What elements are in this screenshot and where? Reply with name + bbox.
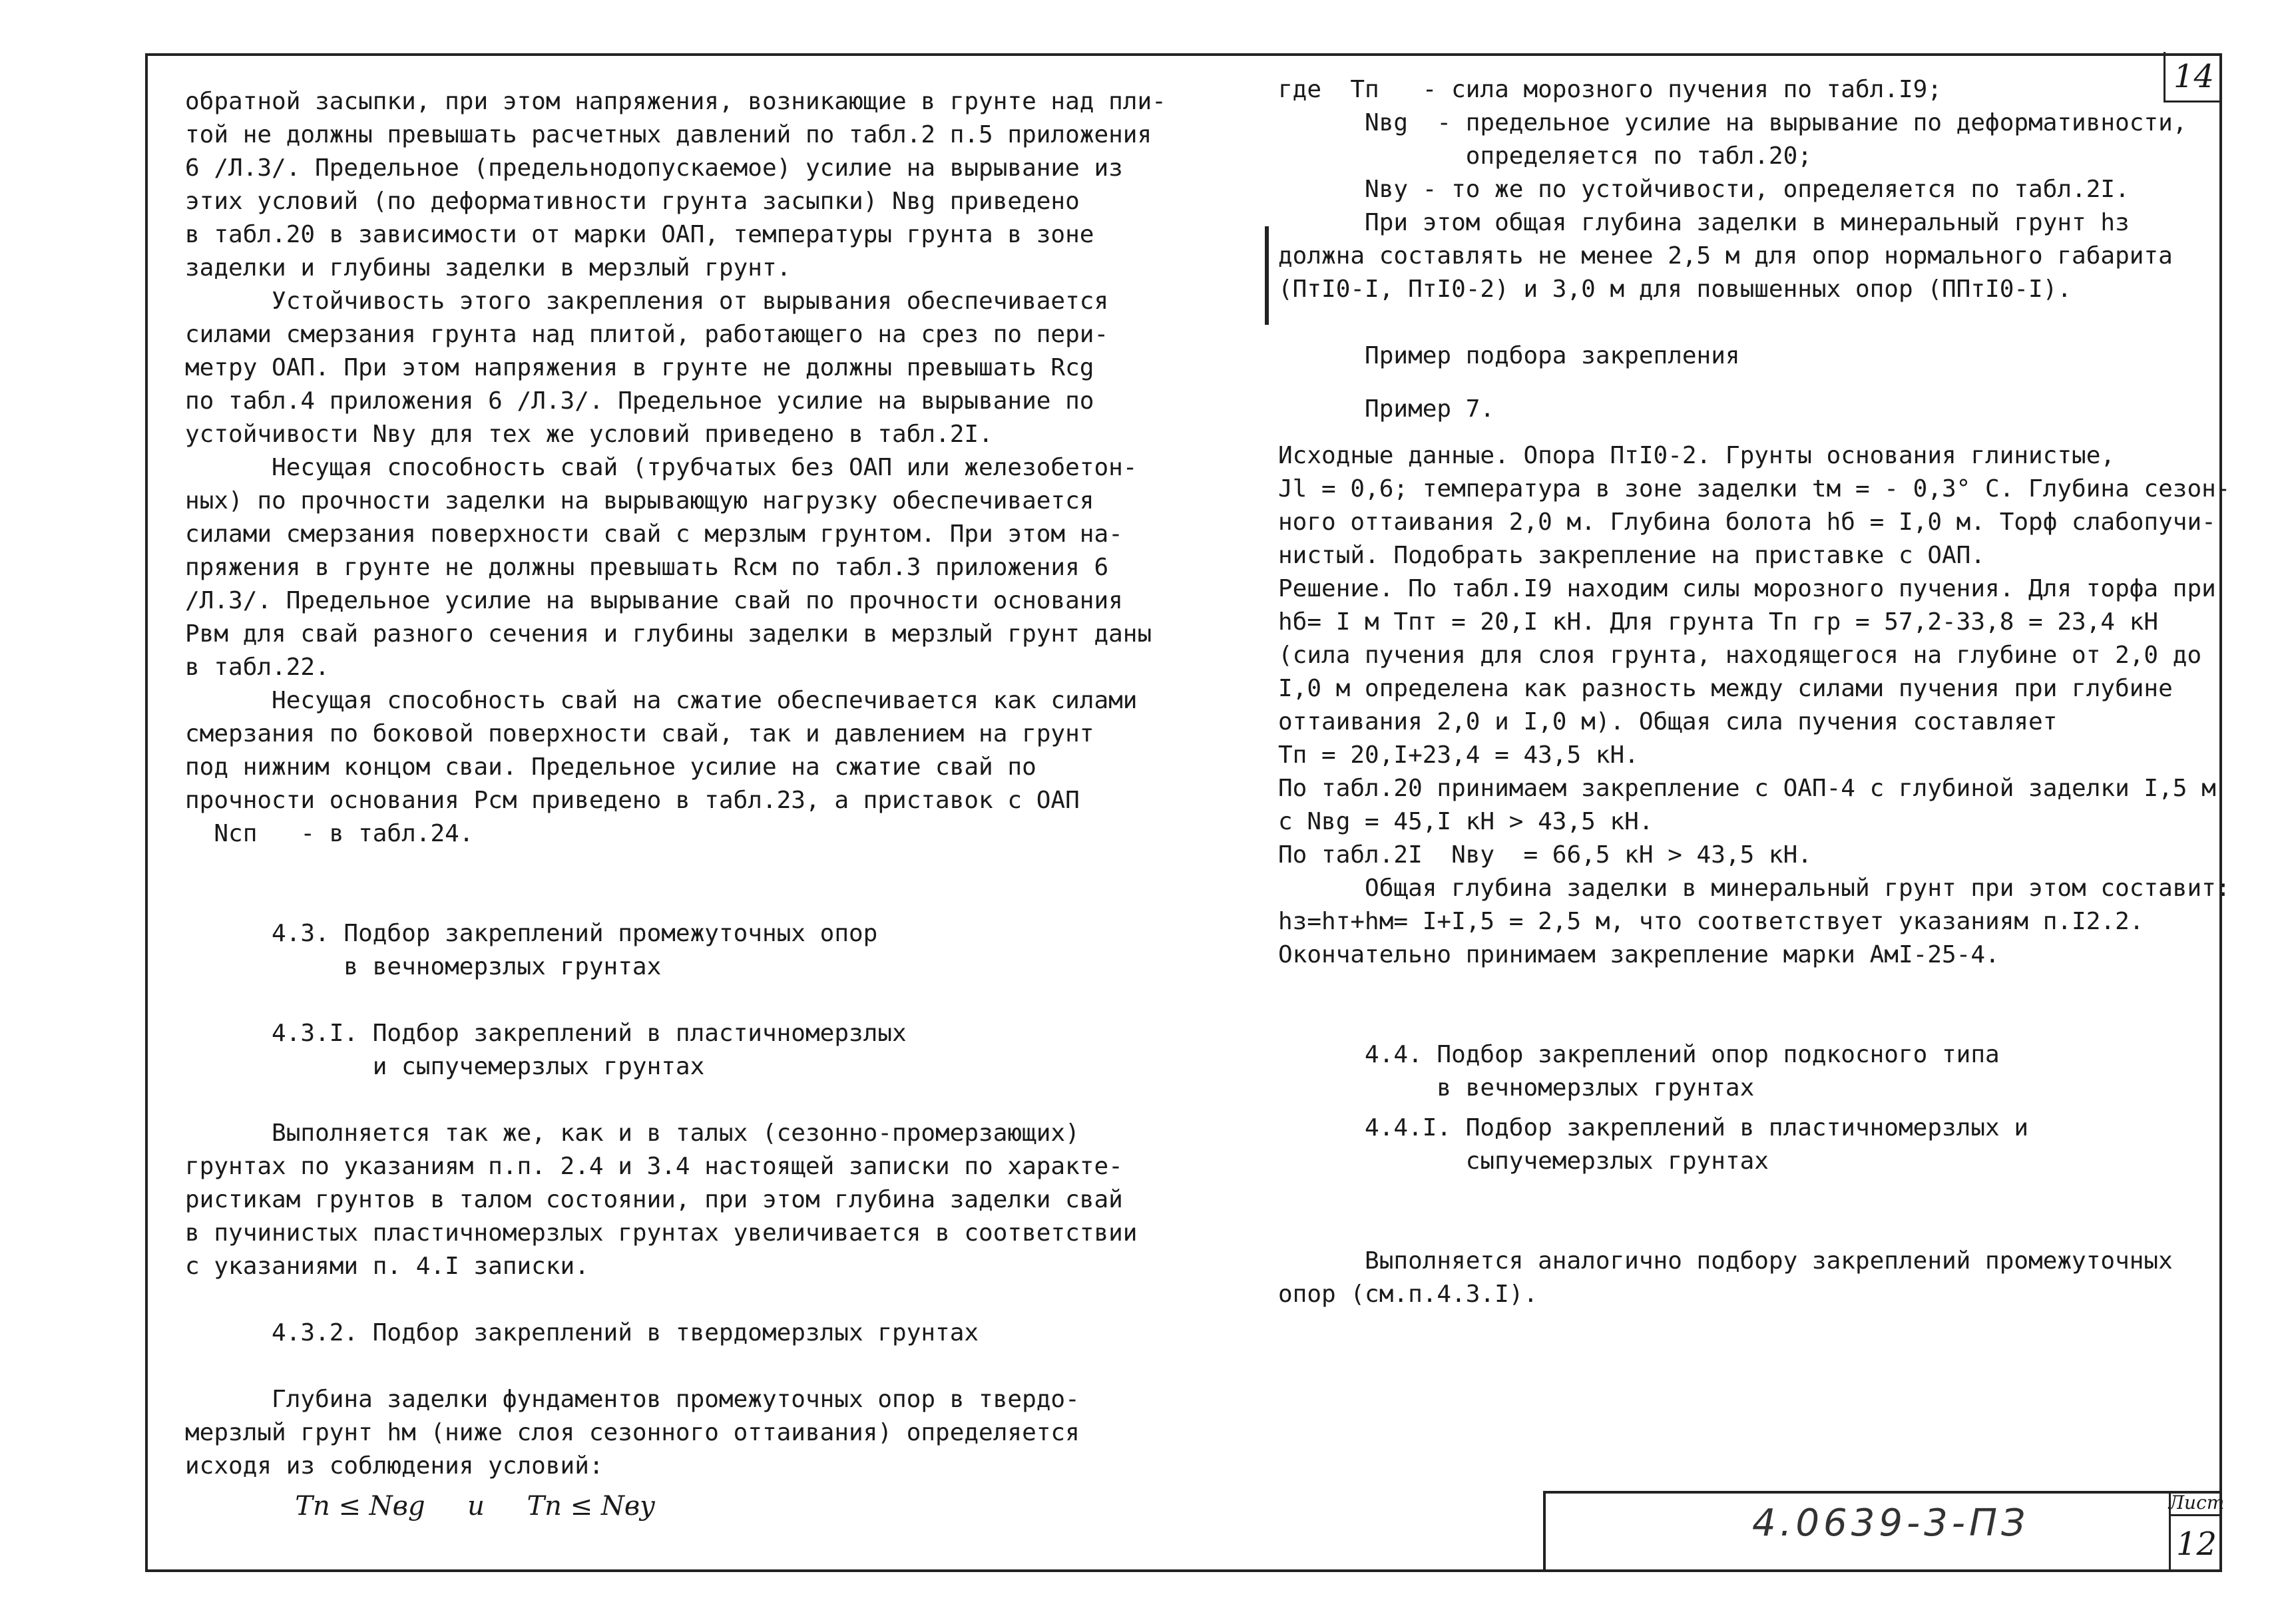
text-line: ных) по прочности заделки на вырывающую нагрузку обеспечивается [185,487,1094,514]
section-heading-4-3: 4.3. Подбор закреплений промежуточных опор [185,920,878,947]
paragraph-4-3-2 [185,1383,1150,1483]
text-line: Окончательно принимаем закрепление марки АмI-25-4. [1278,941,2000,968]
section-heading-4-4: 4.4. Подбор закреплений опор подкосного типа [1278,1041,2000,1068]
text-line: hз=hт+hм= I+I,5 = 2,5 м, что соответствует указаниям п.I2.2. [1278,908,2144,935]
sheet-number: 12 [2169,1516,2222,1572]
text-line: 6 /Л.3/. Предельное (предельнодопускаемое) усилие на вырывание из [185,154,1123,182]
text-line: Устойчивость этого закрепления от вырывания обеспечивается [185,288,1109,315]
text-line: этих условий (по деформативности грунта засыпки) Nвg приведено [185,188,1080,215]
text-line: силами смерзания поверхности свай с мерзлым грунтом. При этом на- [185,520,1123,548]
right-definitions [1278,73,2210,306]
text-line: определяется по табл.20; [1278,142,1812,170]
text-line: Jl = 0,6; температура в зоне заделки tм = - 0,3° С. Глубина сезон- [1278,475,2231,503]
text-line: Глубина заделки фундаментов промежуточных опор в твердо- [185,1386,1080,1413]
section-heading-4-4-1-cont: сыпучемерзлых грунтах [1278,1147,1769,1175]
text-line: Выполняется аналогично подбору закреплений промежуточных [1278,1247,2173,1275]
text-line: ристикам грунтов в талом состоянии, при этом глубина заделки свай [185,1186,1123,1213]
text-line: прочности основания Pсм приведено в табл.23, а приставок с ОАП [185,787,1080,814]
paragraph-4-4-1 [1278,1245,2210,1311]
text-line: Nвg - предельное усилие на вырывание по деформативности, [1278,109,2187,136]
text-line: в пучинистых пластичномерзлых грунтах увеличивается в соответствии [185,1219,1138,1247]
text-line: где Tп - сила морозного пучения по табл.I9; [1278,76,1942,103]
text-line: смерзания по боковой поверхности свай, так и давлением на грунт [185,720,1094,747]
section-heading-4-3-1-cont: и сыпучемерзлых грунтах [185,1053,705,1080]
text-line: (сила пучения для слоя грунта, находящегося на глубине от 2,0 до [1278,642,2202,669]
text-line: I,0 м определена как разность между силами пучения при глубине [1278,675,2173,702]
text-line: Решение. По табл.I9 находим силы морозного пучения. Для торфа при [1278,575,2216,602]
text-line: метру ОАП. При этом напряжения в грунте не должны превышать Rсg [185,354,1094,381]
text-line: по табл.4 приложения 6 /Л.3/. Предельное усилие на вырывание по [185,387,1094,415]
text-line: Tп = 20,I+23,4 = 43,5 кН. [1278,741,1639,769]
text-line: в табл.22. [185,654,330,681]
text-line: Nву - то же по устойчивости, определяется по табл.2I. [1278,176,2130,203]
text-line: hб= I м Tпт = 20,I кН. Для грунта Tп гр = 57,2-33,8 = 23,4 кН [1278,608,2159,636]
text-line: силами смерзания грунта над плитой, работающего на срез по пери- [185,321,1109,348]
text-line: ного оттаивания 2,0 м. Глубина болота hб = I,0 м. Торф слабопучи- [1278,508,2216,536]
section-heading-4-4-1: 4.4.I. Подбор закреплений в пластичномерзлых и [1278,1114,2029,1141]
example-number: Пример 7. [1278,395,1495,423]
text-line: пряжения в грунте не должны превышать Rсм по табл.3 приложения 6 [185,554,1109,581]
text-line: исходя из соблюдения условий: [185,1452,604,1480]
document-code: 4.0639-3-ПЗ [1752,1502,2029,1545]
text-line: нистый. Подобрать закрепление на приставке с ОАП. [1278,542,1986,569]
handwritten-page-number: 14 [2164,52,2222,102]
section-heading-4-3-2: 4.3.2. Подбор закреплений в твердомерзлых грунтах [185,1319,979,1346]
text-line: Общая глубина заделки в минеральный грунт при этом составит: [1278,875,2231,902]
text-line: в табл.20 в зависимости от марки ОАП, температуры грунта в зоне [185,221,1094,248]
text-line: При этом общая глубина заделки в минеральный грунт hз [1278,209,2130,236]
text-line: грунтах по указаниям п.п. 2.4 и 3.4 настоящей записки по характе- [185,1153,1123,1180]
text-line: устойчивости Nву для тех же условий приведено в табл.2I. [185,421,993,448]
text-line: с Nвg = 45,I кН > 43,5 кН. [1278,808,1654,835]
example-title: Пример подбора закрепления [1278,342,1740,369]
text-line: той не должны превышать расчетных давлений по табл.2 п.5 приложения [185,121,1152,148]
section-heading-4-4-cont: в вечномерзлых грунтах [1278,1074,1755,1102]
text-line: должна составлять не менее 2,5 м для опор нормального габарита [1278,242,2173,270]
text-line: Nсп - в табл.24. [185,820,474,847]
text-line: По табл.20 принимаем закрепление с ОАП-4 с глубиной заделки I,5 м [1278,775,2216,802]
condition-formula: Tп ≤ Nвg и Tп ≤ Nву [185,1491,656,1522]
text-line: /Л.3/. Предельное усилие на вырывание свай по прочности основания [185,587,1123,614]
text-line: заделки и глубины заделки в мерзлый грунт. [185,254,792,282]
text-line: оттаивания 2,0 и I,0 м). Общая сила пучения составляет [1278,708,2058,735]
text-line: опор (см.п.4.3.I). [1278,1281,1538,1308]
revision-bar [1265,226,1269,325]
right-column [1278,73,2231,1311]
text-line: Несущая способность свай на сжатие обеспечивается как силами [185,687,1138,714]
text-line: под нижним концом сваи. Предельное усилие на сжатие свай по [185,753,1036,781]
text-line: мерзлый грунт hм (ниже слоя сезонного оттаивания) определяется [185,1419,1080,1446]
text-line: (ПтI0-I, ПтI0-2) и 3,0 м для повышенных опор (ППтI0-I). [1278,276,2072,303]
example-body [1278,439,2231,972]
text-line: Pвм для свай разного сечения и глубины заделки в мерзлый грунт даны [185,620,1152,648]
text-line: Исходные данные. Опора ПтI0-2. Грунты основания глинистые, [1278,442,2116,469]
left-body-text [185,85,1166,851]
sheet-label: Лист [2169,1491,2222,1516]
section-heading-4-3-1: 4.3.I. Подбор закреплений в пластичномерзлых [185,1020,907,1047]
text-line: Выполняется так же, как и в талых (сезонно-промерзающих) [185,1119,1080,1147]
text-line: Несущая способность свай (трубчатых без ОАП или железобетон- [185,454,1138,481]
text-line: с указаниями п. 4.I записки. [185,1253,589,1280]
text-line: По табл.2I Nву = 66,5 кН > 43,5 кН. [1278,841,1812,869]
section-heading-4-3-cont: в вечномерзлых грунтах [185,953,662,980]
text-line: обратной засыпки, при этом напряжения, возникающие в грунте над пли- [185,88,1166,115]
left-column [185,85,1166,1523]
paragraph-4-3-1 [185,1117,1150,1283]
